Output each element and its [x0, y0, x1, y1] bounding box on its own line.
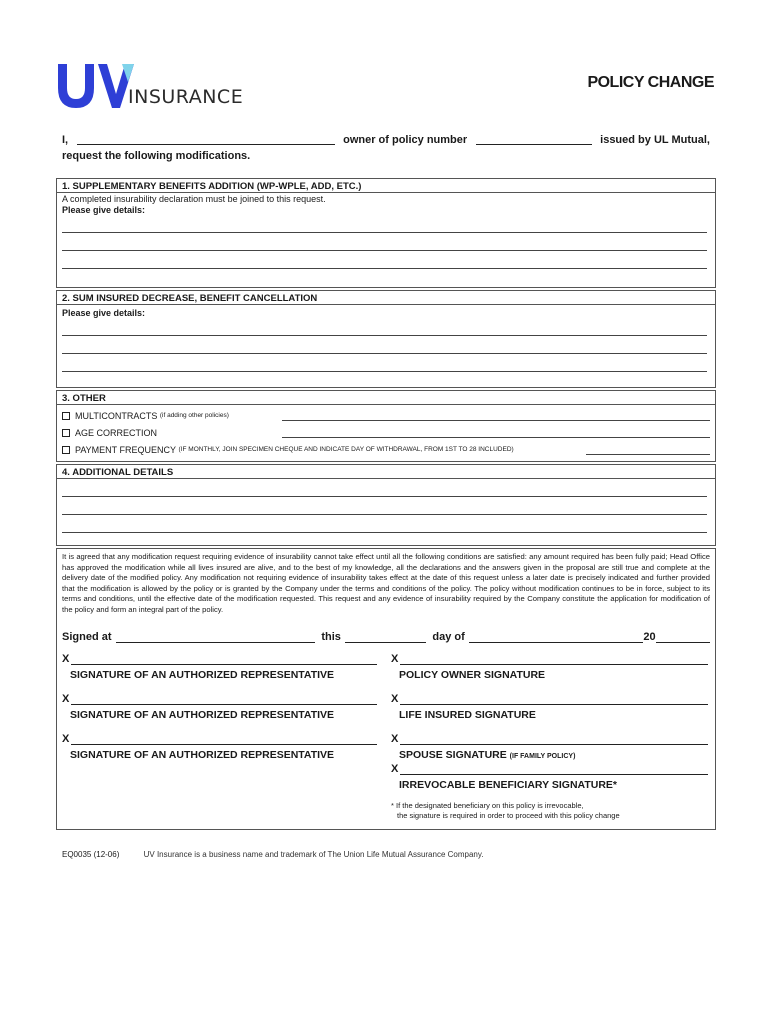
insurability-note: A completed insurability declaration must be joined to this request. [62, 194, 326, 204]
option-multicontracts[interactable]: MULTICONTRACTS (if adding other policies) [57, 407, 715, 424]
details-label: Please give details: [62, 308, 146, 318]
policy-owner-signature[interactable]: X POLICY OWNER SIGNATURE [391, 653, 708, 681]
section-sum-insured-decrease [56, 290, 716, 388]
section-supplementary-benefits [56, 178, 716, 288]
day-field[interactable] [345, 632, 426, 643]
section-other [56, 390, 716, 462]
life-insured-signature[interactable]: X LIFE INSURED SIGNATURE [391, 693, 708, 721]
company-notice: UV Insurance is a business name and trademark of The Union Life Mutual Assurance Company. [143, 850, 484, 859]
section-additional-details [56, 464, 716, 546]
details-line[interactable] [62, 233, 707, 251]
beneficiary-signature[interactable]: X IRREVOCABLE BENEFICIARY SIGNATURE* [391, 763, 708, 791]
section-agreement [56, 548, 716, 830]
signed-at-row: Signed at this day of 20 [62, 631, 710, 643]
option-payment-frequency[interactable]: PAYMENT FREQUENCY (IF MONTHLY, JOIN SPECIMEN CHEQUE AND INDICATE DAY OF WITHDRAWAL, FROM 1ST TO 28 INCLUDED) [57, 441, 715, 458]
option-line[interactable] [282, 428, 710, 438]
details-line[interactable] [62, 336, 707, 354]
section-2-heading: 2. SUM INSURED DECREASE, BENEFIT CANCELLATION [57, 291, 715, 305]
intro-statement: I, owner of policy number issued by UL Mutual, request the following modifications. [62, 134, 710, 162]
checkbox-icon[interactable] [62, 412, 70, 420]
form-code: EQ0035 (12-06) [62, 850, 120, 859]
policy-number-field[interactable] [476, 134, 592, 145]
rep-signature-1[interactable]: X SIGNATURE OF AN AUTHORIZED REPRESENTATIVE [62, 653, 377, 681]
details-line[interactable] [62, 215, 707, 233]
rep-signature-2[interactable]: X SIGNATURE OF AN AUTHORIZED REPRESENTATIVE [62, 693, 377, 721]
owner-name-field[interactable] [77, 134, 335, 145]
section-1-heading: 1. SUPPLEMENTARY BENEFITS ADDITION (WP-WPLE, ADD, ETC.) [57, 179, 715, 193]
logo-wordmark: INSURANCE [128, 86, 244, 108]
spouse-signature[interactable]: X SPOUSE SIGNATURE (IF FAMILY POLICY) [391, 733, 708, 761]
checkbox-icon[interactable] [62, 429, 70, 437]
details-line[interactable] [62, 251, 707, 269]
month-field[interactable] [469, 632, 644, 643]
checkbox-icon[interactable] [62, 446, 70, 454]
details-line[interactable] [62, 354, 707, 372]
option-age-correction[interactable]: AGE CORRECTION [57, 424, 715, 441]
details-line[interactable] [62, 479, 707, 497]
details-line[interactable] [62, 497, 707, 515]
section-3-heading: 3. OTHER [57, 391, 715, 405]
footer [62, 850, 484, 859]
rep-signature-3[interactable]: X SIGNATURE OF AN AUTHORIZED REPRESENTATIVE [62, 733, 377, 761]
details-line[interactable] [62, 318, 707, 336]
option-line[interactable] [586, 445, 710, 455]
beneficiary-note: * If the designated beneficiary on this policy is irrevocable, the signature is required in order to proceed with this policy change [391, 801, 620, 820]
page-title: POLICY CHANGE [587, 74, 714, 91]
agreement-text: It is agreed that any modification request requiring evidence of insurability cannot take effect until all the following conditions are satisfied: any amount required has been fully paid; Head Office has approved the modification while all lives insured are alive, and to the best of my knowledge, all the declarations and the answers given in the proposal are still true and complete at the delivery date of the modified policy. Any modification not requiring evidence of insurability takes effect at the date of this request unless a later date is precisely indicated and further provided that the modification is allowed by the policy or is granted by the Company under the terms and conditions of the policy. The policy without modification continues to be in force, subject to its terms and conditions, until the effective date of the modification requested. This request and any evidence of insurability required by the Company constitute the application for modification of the policy and form an integral part of the policy. [62, 552, 710, 614]
details-label: Please give details: [62, 205, 146, 215]
details-line[interactable] [62, 515, 707, 533]
year-field[interactable] [656, 632, 710, 643]
option-line[interactable] [282, 411, 710, 421]
section-4-heading: 4. ADDITIONAL DETAILS [57, 465, 715, 479]
signed-at-field[interactable] [116, 632, 316, 643]
